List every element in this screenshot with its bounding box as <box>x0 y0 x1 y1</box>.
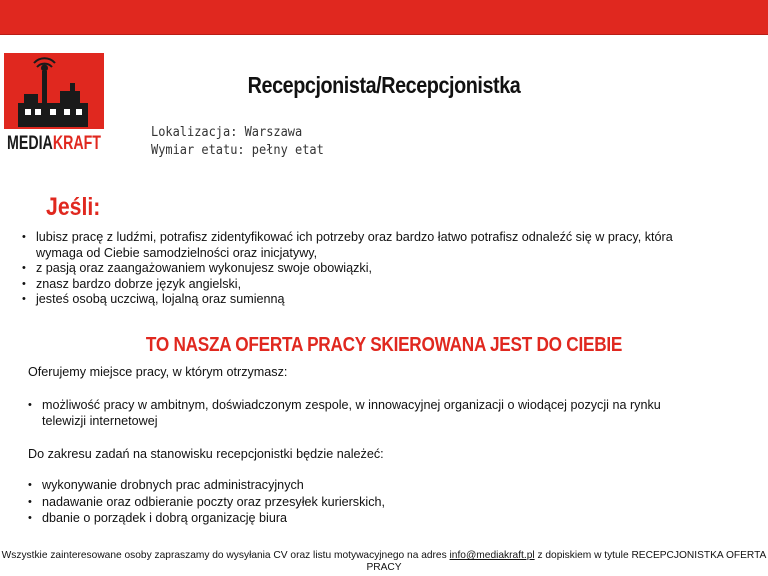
top-banner <box>0 0 768 35</box>
email-link[interactable]: info@mediakraft.pl <box>449 550 535 561</box>
list-item: • nadawanie oraz odbieranie poczty oraz przesyłek kurierskich, <box>28 494 708 511</box>
list-item: • znasz bardzo dobrze język angielski, <box>22 277 702 293</box>
list-item: • jesteś osobą uczciwą, lojalną oraz sumienną <box>22 292 702 308</box>
location-text: Lokalizacja: Warszawa <box>151 125 303 140</box>
list-item: • możliwość pracy w ambitnym, doświadczonym zespole, w innowacyjnej organizacji o wiodącej pozycji na rynku telewizji internetowej <box>28 397 708 429</box>
duties-intro: Do zakresu zadań na stanowisku recepcjonistki będzie należeć: <box>28 447 384 461</box>
list-item: • z pasją oraz zaangażowaniem wykonujesz swoje obowiązki, <box>22 261 702 277</box>
offer-heading: TO NASZA OFERTA PRACY SKIEROWANA JEST DO CIEBIE <box>145 334 623 356</box>
duties-list <box>28 477 708 527</box>
footer-text-before: Wszystkie zainteresowane osoby zapraszamy do wysyłania CV oraz listu motywacyjnego na adres <box>1 550 450 561</box>
footer-note <box>0 550 768 574</box>
employment-text: Wymiar etatu: pełny etat <box>151 143 324 158</box>
footer-text-after: z dopiskiem w tytule RECEPCJONISTKA OFERTA PRACY <box>366 550 767 573</box>
job-meta <box>151 124 339 160</box>
svg-text:MEDIAKRAFT: MEDIAKRAFT <box>7 133 118 154</box>
job-title: Recepcjonista/Recepcjonistka <box>247 72 521 98</box>
conditions-list <box>22 230 702 308</box>
mediakraft-logo <box>4 53 118 154</box>
offer-intro: Oferujemy miejsce pracy, w którym otrzymasz: <box>28 365 288 379</box>
list-item: • wykonywanie drobnych prac administracyjnych <box>28 477 708 494</box>
conditions-heading: Jeśli: <box>46 193 101 221</box>
list-item: • dbanie o porządek i dobrą organizację biura <box>28 510 708 527</box>
offer-list <box>28 397 708 429</box>
list-item: • lubisz pracę z ludźmi, potrafisz zidentyfikować ich potrzeby oraz bardzo łatwo potrafisz odnaleźć się w pracy, która wymaga od Ciebie samodzielności oraz inicjatywy, <box>22 230 702 261</box>
